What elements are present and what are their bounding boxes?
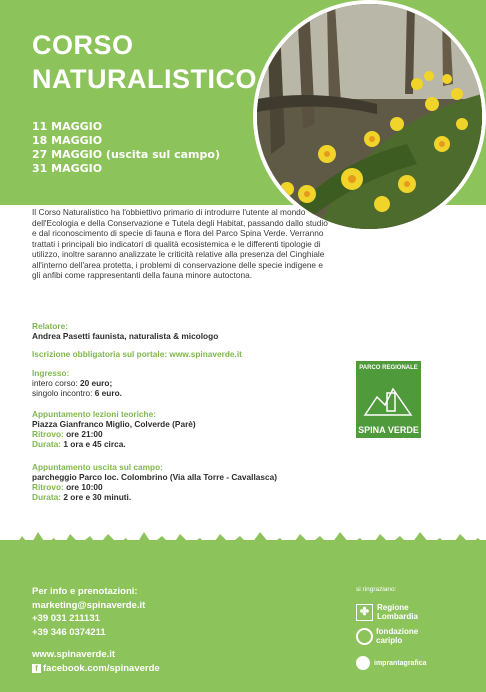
facebook-icon: f: [32, 664, 41, 673]
ingresso-single-prefix: singolo incontro:: [32, 388, 95, 398]
ingresso-full: [32, 378, 332, 388]
relatore-section: [32, 321, 332, 341]
uscita-ritrovo-value: ore 10:00: [63, 482, 103, 492]
phone-1[interactable]: +39 031 211131: [32, 613, 100, 624]
relatore-value: Andrea Pasetti faunista, naturalista & micologo: [32, 331, 219, 341]
info-label: Per info e prenotazioni:: [32, 586, 138, 597]
ingresso-label: Ingresso:: [32, 368, 70, 378]
teoria-place: Piazza Gianfranco Miglio, Colverde (Parè): [32, 419, 196, 429]
grass-edge: [0, 510, 486, 570]
teoria-durata-value: 1 ora e 45 circa.: [61, 439, 126, 449]
date-item: 31 MAGGIO: [32, 162, 103, 175]
relatore-label: Relatore:: [32, 321, 68, 331]
ingresso-section: [32, 368, 332, 398]
web-block: [32, 648, 160, 675]
course-title: [32, 28, 257, 96]
sponsor-cariplo: [356, 627, 426, 645]
sponsor-imprantagrafica-text: imprantagrafica: [374, 659, 427, 667]
ingresso-single: [32, 388, 332, 398]
sponsor-imprantagrafica: [356, 656, 427, 670]
uscita-section: [32, 462, 332, 502]
ingresso-single-value: 6 euro.: [94, 388, 122, 398]
contacts-block: [32, 585, 145, 639]
teoria-durata-label: Durata:: [32, 439, 62, 449]
ingresso-full-value: 20 euro;: [79, 378, 113, 388]
teoria-section: [32, 409, 332, 449]
teoria-label: Appuntamento lezioni teoriche:: [32, 409, 156, 419]
regione-lombardia-icon: ✤: [356, 604, 373, 621]
sponsor-regione: [356, 603, 427, 621]
teoria-ritrovo-label: Ritrovo:: [32, 429, 64, 439]
website-link[interactable]: www.spinaverde.it: [32, 649, 116, 660]
spina-verde-logo: [356, 361, 421, 438]
dates-list: [32, 120, 220, 176]
teoria-ritrovo: [32, 429, 332, 439]
uscita-ritrovo-label: Ritrovo:: [32, 482, 64, 492]
iscrizione-link[interactable]: Iscrizione obbligatoria sul portale: www.spinaverde.it: [32, 349, 242, 359]
imprantagrafica-icon: [356, 656, 370, 670]
cariplo-icon: [356, 628, 373, 645]
iscrizione-section: [32, 349, 332, 359]
uscita-durata-value: 2 ore e 30 minuti.: [61, 492, 132, 502]
logo-top-text: PARCO REGIONALE: [359, 365, 418, 371]
uscita-label: Appuntamento uscita sul campo:: [32, 462, 163, 472]
email-link[interactable]: marketing@spinaverde.it: [32, 599, 146, 611]
title-line-1: CORSO: [32, 30, 134, 60]
uscita-durata-label: Durata:: [32, 492, 62, 502]
phone-2[interactable]: +39 346 0374211: [32, 626, 106, 638]
date-item: 11 MAGGIO: [32, 120, 103, 133]
facebook-link[interactable]: [32, 662, 160, 676]
teoria-durata: [32, 439, 332, 449]
sponsor-cariplo-text: fondazione cariplo: [376, 627, 419, 645]
uscita-place: parcheggio Parco loc. Colombrino (Via alla Torre - Cavallasca): [32, 472, 277, 482]
title-line-2: NATURALISTICO: [32, 64, 257, 94]
thanks-label: si ringraziano:: [356, 586, 397, 593]
logo-bottom-text: SPINA VERDE: [358, 425, 419, 435]
date-item: 27 MAGGIO (uscita sul campo): [32, 148, 220, 161]
intro-paragraph: Il Corso Naturalistico ha l'obbiettivo primario di introdurre l'utente al mondo dell'Ecologia e della Conservazione e Tutela degli Habitat, passando dallo studio e dal riconoscimento di specie di fauna e flora del Parco Spina Verde. Verranno trattati i principali bio indicatori di qualità ecosistemica e le differenti tipologie di utilizzo, inoltre saranno analizzate le criticità relative alla presenza del Cinghiale all'interno dell'area protetta, i problemi di conservazione delle specie indigene e gli anfibi come rappresentanti della fauna minore autoctona.: [32, 207, 328, 280]
uscita-durata: [32, 492, 332, 502]
daffodil-photo: [253, 0, 486, 233]
tower-hill-icon: [363, 383, 413, 417]
ingresso-full-prefix: intero corso:: [32, 378, 80, 388]
teoria-ritrovo-value: ore 21:00: [63, 429, 103, 439]
uscita-ritrovo: [32, 482, 332, 492]
facebook-text: facebook.com/spinaverde: [43, 662, 160, 674]
date-item: 18 MAGGIO: [32, 134, 103, 147]
sponsor-regione-text: Regione Lombardia: [377, 603, 418, 621]
